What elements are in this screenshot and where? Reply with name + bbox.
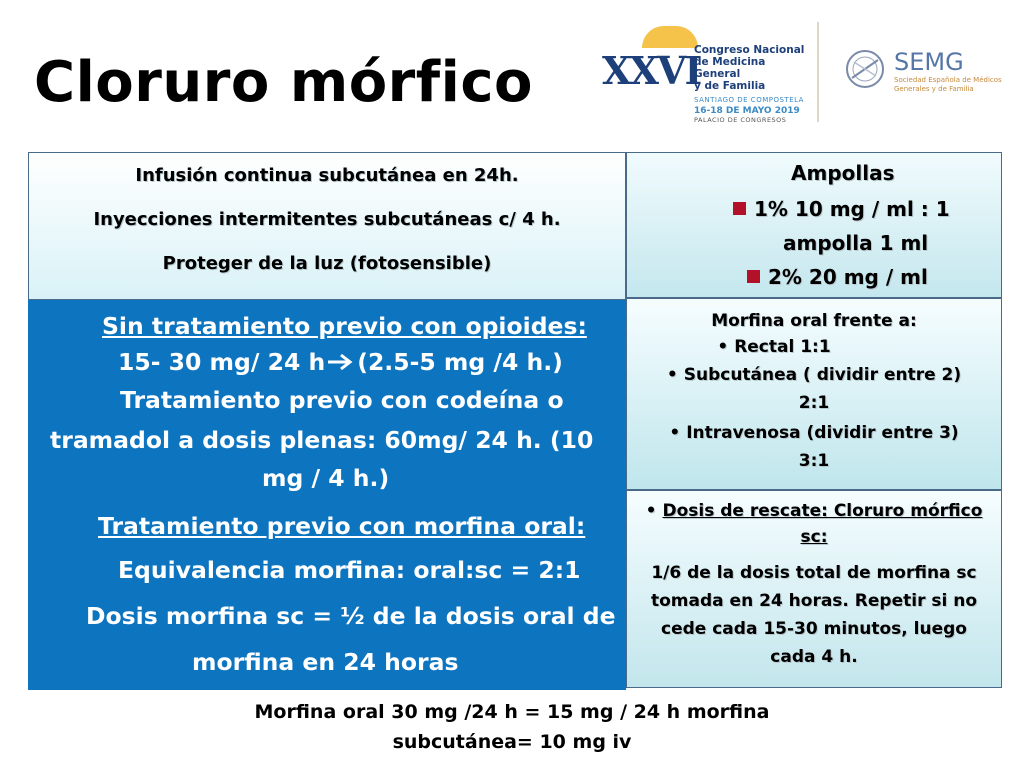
equivalence-item-iv (627, 423, 1001, 443)
rescue-heading: Dosis de rescate: Cloruro mórfico (662, 501, 983, 521)
admin-line-3: Proteger de la luz (fotosensible) (162, 253, 492, 274)
bullet-icon: • (666, 365, 678, 385)
footer-line-2: subcutánea= 10 mg iv (392, 731, 632, 753)
semg-subtitle-2: Generales y de Familia (894, 85, 974, 93)
semg-logo (844, 48, 1014, 104)
bullet-icon: • (669, 423, 681, 443)
dosing-line-codeine-1: Tratamiento previo con codeína o (120, 386, 564, 414)
equivalence-item-iv-text: Intravenosa (dividir entre 3) (686, 423, 959, 443)
logo-divider (817, 22, 819, 122)
bullet-icon: • (645, 501, 657, 521)
dosing-dose-4h: (2.5-5 mg /4 h.) (357, 348, 563, 376)
dosing-line-sc-dose-2: morfina en 24 horas (192, 648, 459, 676)
footer-line-1: Morfina oral 30 mg /24 h = 15 mg / 24 h morfina (254, 701, 770, 723)
equivalence-item-sc-text: Subcutánea ( dividir entre 2) (683, 365, 962, 385)
equivalence-box (626, 298, 1002, 490)
equivalence-item-rectal-text: Rectal 1:1 (734, 337, 831, 357)
dosing-line-equivalence: Equivalencia morfina: oral:sc = 2:1 (118, 556, 581, 584)
ampollas-box (626, 152, 1002, 298)
ampollas-item-1 (733, 197, 950, 221)
congress-line-2: de Medicina General (694, 56, 766, 80)
congress-dates: 16-18 DE MAYO 2019 (694, 106, 800, 116)
ampollas-heading: Ampollas (791, 161, 895, 185)
congress-logo (602, 26, 812, 122)
equivalence-item-iv-ratio: 3:1 (798, 451, 830, 471)
dosing-heading-no-opioids: Sin tratamiento previo con opioides: (102, 312, 587, 340)
equivalence-heading: Morfina oral frente a: (711, 311, 917, 331)
dosing-line-codeine-3: mg / 4 h.) (262, 464, 390, 492)
dosing-line-sc-dose-1: Dosis morfina sc = ½ de la dosis oral de (86, 602, 616, 630)
congress-line-3: y de Familia (694, 80, 766, 92)
sun-arc-icon (642, 26, 698, 48)
dosing-line-no-opioids (118, 348, 563, 376)
rescue-line-5: cede cada 15-30 minutos, luego (661, 619, 967, 639)
congress-numeral: XXVI (602, 48, 701, 93)
arrow-right-icon (327, 353, 353, 371)
semg-emblem-icon (844, 48, 886, 90)
rescue-line-3: 1/6 de la dosis total de morfina sc (651, 563, 977, 583)
admin-line-1: Infusión continua subcutánea en 24h. (135, 165, 519, 186)
square-bullet-icon (747, 270, 760, 283)
slide-title: Cloruro mórfico (34, 50, 534, 115)
dosing-dose-24h: 15- 30 mg/ 24 h (118, 348, 326, 376)
semg-name: SEMG (894, 48, 964, 76)
ampollas-item-2 (747, 265, 928, 289)
equivalence-item-sc (627, 365, 1001, 385)
semg-subtitle (894, 76, 1002, 94)
rescue-line-4: tomada en 24 horas. Repetir si no (650, 591, 978, 611)
congress-city: SANTIAGO DE COMPOSTELA (694, 96, 804, 104)
rescue-line-1 (627, 501, 1001, 521)
congress-line-1: Congreso Nacional (694, 44, 805, 56)
rescue-line-6: cada 4 h. (770, 647, 858, 667)
admin-line-2: Inyecciones intermitentes subcutáneas c/ 4 h. (93, 209, 561, 230)
dosing-heading-oral-morphine: Tratamiento previo con morfina oral: (98, 512, 586, 540)
ampollas-item-1-text: 1% 10 mg / ml : 1 (754, 197, 950, 221)
congress-venue: PALACIO DE CONGRESOS (694, 116, 787, 124)
square-bullet-icon (733, 202, 746, 215)
equivalence-item-sc-ratio: 2:1 (798, 393, 830, 413)
rescue-box (626, 490, 1002, 688)
rescue-line-2: sc: (800, 527, 828, 547)
equivalence-item-rectal (587, 337, 961, 357)
dosing-line-codeine-2: tramadol a dosis plenas: 60mg/ 24 h. (10 (50, 426, 594, 454)
bullet-icon: • (717, 337, 729, 357)
ampollas-item-2-text: 2% 20 mg / ml (768, 265, 928, 289)
semg-subtitle-1: Sociedad Española de Médicos (894, 76, 1002, 84)
ampollas-item-1-cont: ampolla 1 ml (783, 231, 929, 255)
administration-box (28, 152, 626, 300)
dosing-box (28, 300, 626, 690)
